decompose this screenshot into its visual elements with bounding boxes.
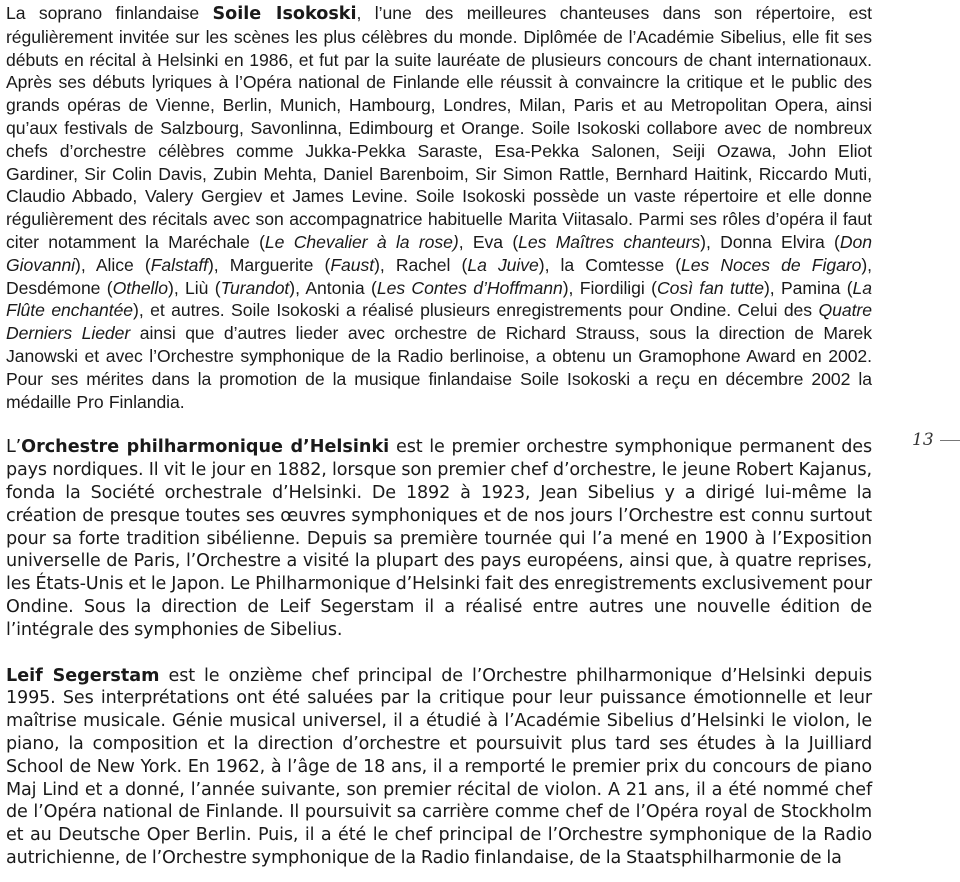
isokoski-biography — [6, 2, 872, 413]
orchestra-name: Orchestre philharmonique d’Helsinki — [21, 437, 390, 458]
conductor-text: est le onzième chef principal de l’Orchestre philharmonique d’Helsinki depuis 1995. Ses interprétations ont été saluées par la critique pour leur puissance émotionnelle et leur maîtrise musicale. Génie musical universel, il a étudié à l’Académie Sibelius d’Helsinki le violon, le piano, la composition et la direction d’orchestre et poursuivit plus tard ses études à la Juilliard School de New York. En 1962, à l’âge de 18 ans, il a remporté le premier prix du concours de piano Maj Lind et a donné, l’année suivante, son premier récital de violon. A 21 ans, il a été nommé chef de l’Opéra national de Finlande. Il poursuivit sa carrière comme chef de l’Opéra royal de Stockholm et au Deutsche Oper Berlin. Puis, il a été le chef principal de l’Orchestre symphonique de la Radio autrichienne, de l’Orchestre symphonique de la Radio finlandaise, de la Staatsphilharmonie de la — [6, 665, 872, 868]
intro-rest: , l’une des meilleures chanteuses dans son répertoire, est régulièrement invitée sur les scènes les plus célèbres du monde. Diplômée de l’Académie Sibelius, elle fit ses débuts en récital à Helsinki en 1986, et fut par la suite lauréate de plusieurs concours de chant internationaux. — [6, 3, 872, 70]
closing-text: ainsi que d’autres lieder avec orchestre de Richard Strauss, sous la direction de Marek Janowski et avec l’Orchestre symphonique de la Radio berlinoise, a obtenu un Gramophone Award en 2002. Pour ses mérites dans la promotion de la musique finlandaise Soile Isokoski a reçu en décembre 2002 la médaille Pro Finlandia. — [6, 323, 872, 412]
role-text: ), Rachel ( — [374, 254, 468, 275]
opera-title: Le Chevalier à la rose) — [264, 231, 459, 252]
opera-title: Les Noces de Figaro — [681, 254, 862, 275]
album-title: Quatre Derniers Lieder — [6, 300, 872, 344]
singer-name: Soile Isokoski — [212, 4, 357, 24]
role-text: ), Alice ( — [75, 254, 151, 275]
role-text: ), Antonia ( — [289, 277, 377, 298]
page-number — [912, 430, 960, 450]
opera-title: Falstaff — [150, 254, 208, 275]
role-text: ), Pamina ( — [763, 277, 853, 298]
conductor-name: Leif Segerstam — [6, 665, 160, 686]
role-text: ), Donna Elvira ( — [700, 231, 840, 252]
orchestra-biography — [6, 436, 872, 641]
role-text: ), Desdémone ( — [6, 254, 873, 298]
orchestra-text: est le premier orchestre symphonique permanent des pays nordiques. Il vit le jour en 1882, lorsque son premier chef d’orchestre, le jeune Robert Kajanus, fonda la Société orchestrale d’Helsinki. De 1892 à 1923, Jean Sibelius y a dirigé lui-même la création de presque toutes ses œuvres symphoniques et de nos jours l’Orchestre est connu surtout pour sa forte tradition sibélienne. Depuis sa première tournée qui l’a mené en 1900 à l’Exposition universelle de Paris, l’Orchestre a visité la plupart des pays européens, ainsi que, à quatre reprises, les États-Unis et le Japon. Le Philharmonique d’Helsinki fait des enregistrements exclusivement pour Ondine. Sous la direction de Leif Segerstam il a réalisé entre autres une nouvelle édition de l’intégrale des symphonies de Sibelius. — [6, 437, 872, 640]
career-text: Après ses débuts lyriques à l’Opéra national de Finlande elle réussit à convaincre la critique et le public des grands opéras de Vienne, Berlin, Munich, Hambourg, Londres, Milan, Paris et au Metropolitan Opera, ainsi qu’aux festivals de Salzbourg, Savonlinna, Edimbourg et Orange. Soile Isokoski collabore avec de nombreux chefs d’orchestre célèbres comme Jukka-Pekka Saraste, Esa-Pekka Salonen, Seiji Ozawa, John Eliot Gardiner, Sir Colin Davis, Zubin Mehta, Daniel Barenboim, Sir Simon Rattle, Bernhard Haitink, Riccardo Muti, Claudio Abbado, Valery Gergiev et James Levine. Soile Isokoski possède un vaste répertoire et elle donne régulièrement des récitals avec son accompagnatrice habituelle Marita Viitasalo. Parmi ses rôles d’opéra il faut citer notamment la Maréchale ( — [6, 72, 872, 252]
opera-title: Othello — [112, 277, 169, 298]
text-column — [6, 2, 872, 870]
role-text: ), Liù ( — [168, 277, 221, 298]
conductor-biography — [6, 665, 872, 870]
opera-title: Così fan tutte — [656, 277, 764, 298]
role-text: ), Marguerite ( — [208, 254, 331, 275]
page-number-rule — [940, 440, 960, 441]
opera-title: La Flûte enchantée — [6, 277, 873, 321]
page-number-label: 13 — [912, 430, 934, 450]
role-text: ), Fiordiligi ( — [562, 277, 657, 298]
role-text: ), et autres. Soile Isokoski a réalisé plusieurs enregistrements pour Ondine. Celui des — [133, 300, 819, 321]
opera-title: Don Giovanni — [6, 231, 872, 275]
orchestra-prefix: L’ — [6, 437, 22, 458]
opera-title: Les Maîtres chanteurs — [518, 231, 701, 252]
opera-title: Les Contes d’Hoffmann — [376, 277, 563, 298]
opera-title: Faust — [330, 254, 375, 275]
opera-title: La Juive — [467, 254, 539, 275]
role-text: , Eva ( — [458, 231, 519, 252]
role-text: ), la Comtesse ( — [538, 254, 682, 275]
intro-text: La soprano finlandaise — [6, 3, 213, 23]
opera-title: Turandot — [220, 277, 290, 298]
